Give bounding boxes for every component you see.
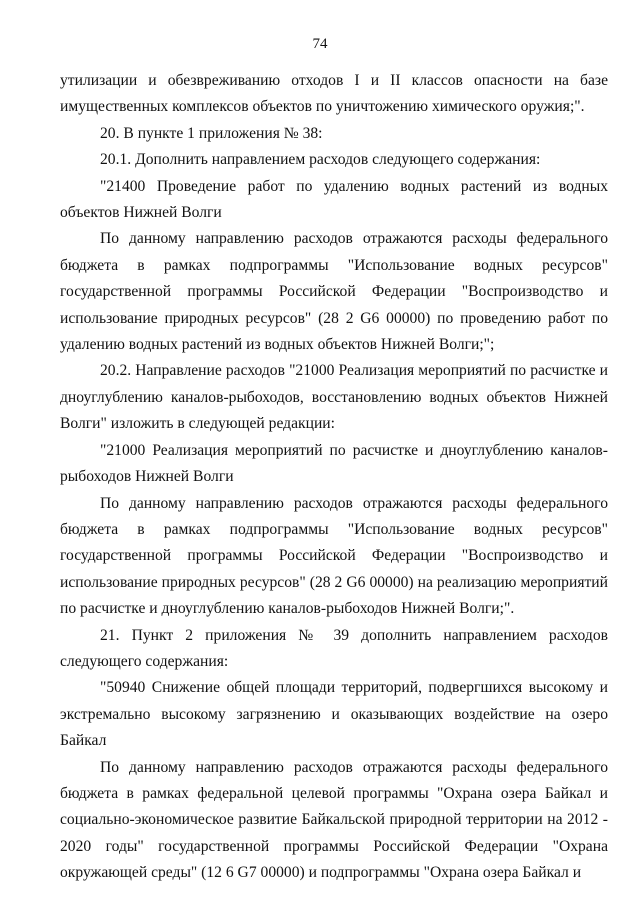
paragraph: утилизации и обезвреживанию отходов I и II классов опасности на базе имущественных комплексов объектов по уничтожению химического оружия;".	[60, 72, 608, 116]
paragraph: 21. Пункт 2 приложения № 39 дополнить направлением расходов следующего содержания:	[60, 626, 608, 670]
paragraph: 20. В пункте 1 приложения № 38:	[100, 124, 323, 142]
paragraph: "50940 Снижение общей площади территорий, подвергшихся высокому и экстремально высокому загрязнению и оказывающих воздействие на озеро Байкал	[60, 679, 608, 750]
paragraph: "21000 Реализация мероприятий по расчистке и дноуглублению каналов-рыбоходов Нижней Волги	[60, 441, 608, 486]
paragraph: 20.2. Направление расходов "21000 Реализация мероприятий по расчистке и дноуглублению каналов-рыбоходов, восстановлению водных объектов Нижней Волги" изложить в следующей редакции:	[60, 362, 608, 433]
paragraph: 20.1. Дополнить направлением расходов следующего содержания:	[100, 151, 541, 169]
paragraph: По данному направлению расходов отражаются расходы федерального бюджета в рамках подпрограммы "Использование водных ресурсов" государственной программы Российской Федерации "Воспроизводство и использование природных ресурсов" (28 2 G6 00000) на реализацию мероприятий по расчистке и дноуглублению каналов-рыбоходов Нижней Волги;".	[60, 494, 608, 618]
paragraph: По данному направлению расходов отражаются расходы федерального бюджета в рамках подпрограммы "Использование водных ресурсов" государственной программы Российской Федерации "Воспроизводство и использование природных ресурсов" (28 2 G6 00000) по проведению работ по удалению водных растений из водных объектов Нижней Волги;";	[60, 230, 608, 354]
page-number: 74	[312, 36, 328, 52]
paragraph: "21400 Проведение работ по удалению водных растений из водных объектов Нижней Волги	[60, 177, 608, 222]
paragraph: По данному направлению расходов отражаются расходы федерального бюджета в рамках федеральной целевой программы "Охрана озера Байкал и социально-экономическое развитие Байкальской природной территории на 2012 - 2020 годы" государственной программы Российской Федерации "Охрана окружающей среды" (12 6 G7 00000) и подпрограммы "Охрана озера Байкал и	[60, 758, 608, 882]
document-body	[60, 68, 608, 887]
